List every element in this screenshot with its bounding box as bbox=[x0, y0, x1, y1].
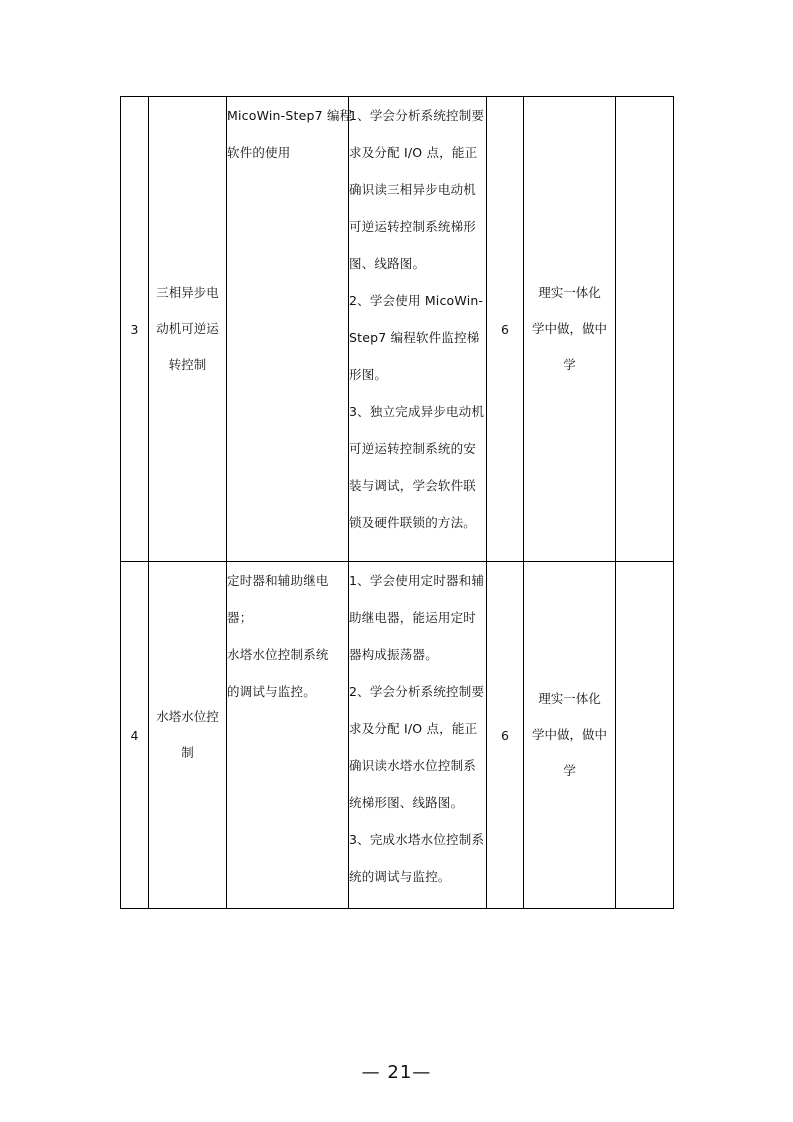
goal-line: 3、完成水塔水位控制系 bbox=[349, 832, 485, 847]
method-line: 学中做，做中 bbox=[531, 321, 607, 336]
goal-line: 3、独立完成异步电动机 bbox=[349, 404, 485, 419]
module-name-line: 制 bbox=[181, 745, 194, 760]
goal-line: 统梯形图、线路图。 bbox=[349, 795, 464, 810]
teaching-method bbox=[524, 562, 616, 909]
table-row bbox=[121, 562, 674, 909]
goal-line: 1、学会使用定时器和辅 bbox=[349, 573, 485, 588]
method-line: 理实一体化 bbox=[538, 285, 601, 300]
course-table bbox=[120, 96, 674, 909]
goal-line: 确识读三相异步电动机 bbox=[349, 182, 477, 197]
goal-line: 求及分配 I/O 点，能正 bbox=[349, 145, 478, 160]
goal-line: 装与调试，学会软件联 bbox=[349, 478, 477, 493]
table-row bbox=[121, 97, 674, 562]
content-line: 器； bbox=[227, 610, 253, 625]
goal-line: 2、学会使用 MicoWin- bbox=[349, 293, 484, 308]
module-content bbox=[227, 562, 349, 909]
row-number: 4 bbox=[121, 562, 149, 909]
class-hours: 6 bbox=[487, 97, 524, 562]
goal-line: 可逆运转控制系统的安 bbox=[349, 441, 477, 456]
method-line: 理实一体化 bbox=[538, 691, 601, 706]
module-name-line: 三相异步电 bbox=[156, 285, 219, 300]
goal-line: 锁及硬件联锁的方法。 bbox=[349, 515, 477, 530]
goal-line: 形图。 bbox=[349, 367, 388, 382]
goal-line: 2、学会分析系统控制要 bbox=[349, 684, 485, 699]
content-line: 软件的使用 bbox=[227, 145, 291, 160]
teaching-method bbox=[524, 97, 616, 562]
module-name bbox=[149, 97, 227, 562]
module-name bbox=[149, 562, 227, 909]
goal-line: 确识读水塔水位控制系 bbox=[349, 758, 477, 773]
remark-cell bbox=[616, 562, 674, 909]
goal-line: 助继电器，能运用定时 bbox=[349, 610, 477, 625]
page-number: — 21— bbox=[361, 1062, 432, 1083]
module-name-line: 水塔水位控 bbox=[156, 709, 219, 724]
goal-line: 图、线路图。 bbox=[349, 256, 426, 271]
learning-goals bbox=[349, 562, 487, 909]
goal-line: 统的调试与监控。 bbox=[349, 869, 451, 884]
module-name-line: 转控制 bbox=[168, 357, 207, 372]
goal-line: 求及分配 I/O 点，能正 bbox=[349, 721, 478, 736]
method-line: 学 bbox=[563, 357, 576, 372]
content-line: MicoWin-Step7 编程 bbox=[227, 108, 353, 123]
goal-line: 1、学会分析系统控制要 bbox=[349, 108, 485, 123]
goal-line: Step7 编程软件监控梯 bbox=[349, 330, 480, 345]
module-content bbox=[227, 97, 353, 562]
content-line: 的调试与监控。 bbox=[227, 684, 316, 699]
class-hours: 6 bbox=[487, 562, 524, 909]
module-name-line: 动机可逆运 bbox=[156, 321, 219, 336]
method-line: 学中做，做中 bbox=[531, 727, 607, 742]
content-line: 水塔水位控制系统 bbox=[227, 647, 329, 662]
goal-line: 器构成振荡器。 bbox=[349, 647, 438, 662]
learning-goals bbox=[349, 97, 487, 562]
content-line: 定时器和辅助继电 bbox=[227, 573, 329, 588]
goal-line: 可逆运转控制系统梯形 bbox=[349, 219, 477, 234]
row-number: 3 bbox=[121, 97, 149, 562]
remark-cell bbox=[616, 97, 674, 562]
method-line: 学 bbox=[563, 763, 576, 778]
